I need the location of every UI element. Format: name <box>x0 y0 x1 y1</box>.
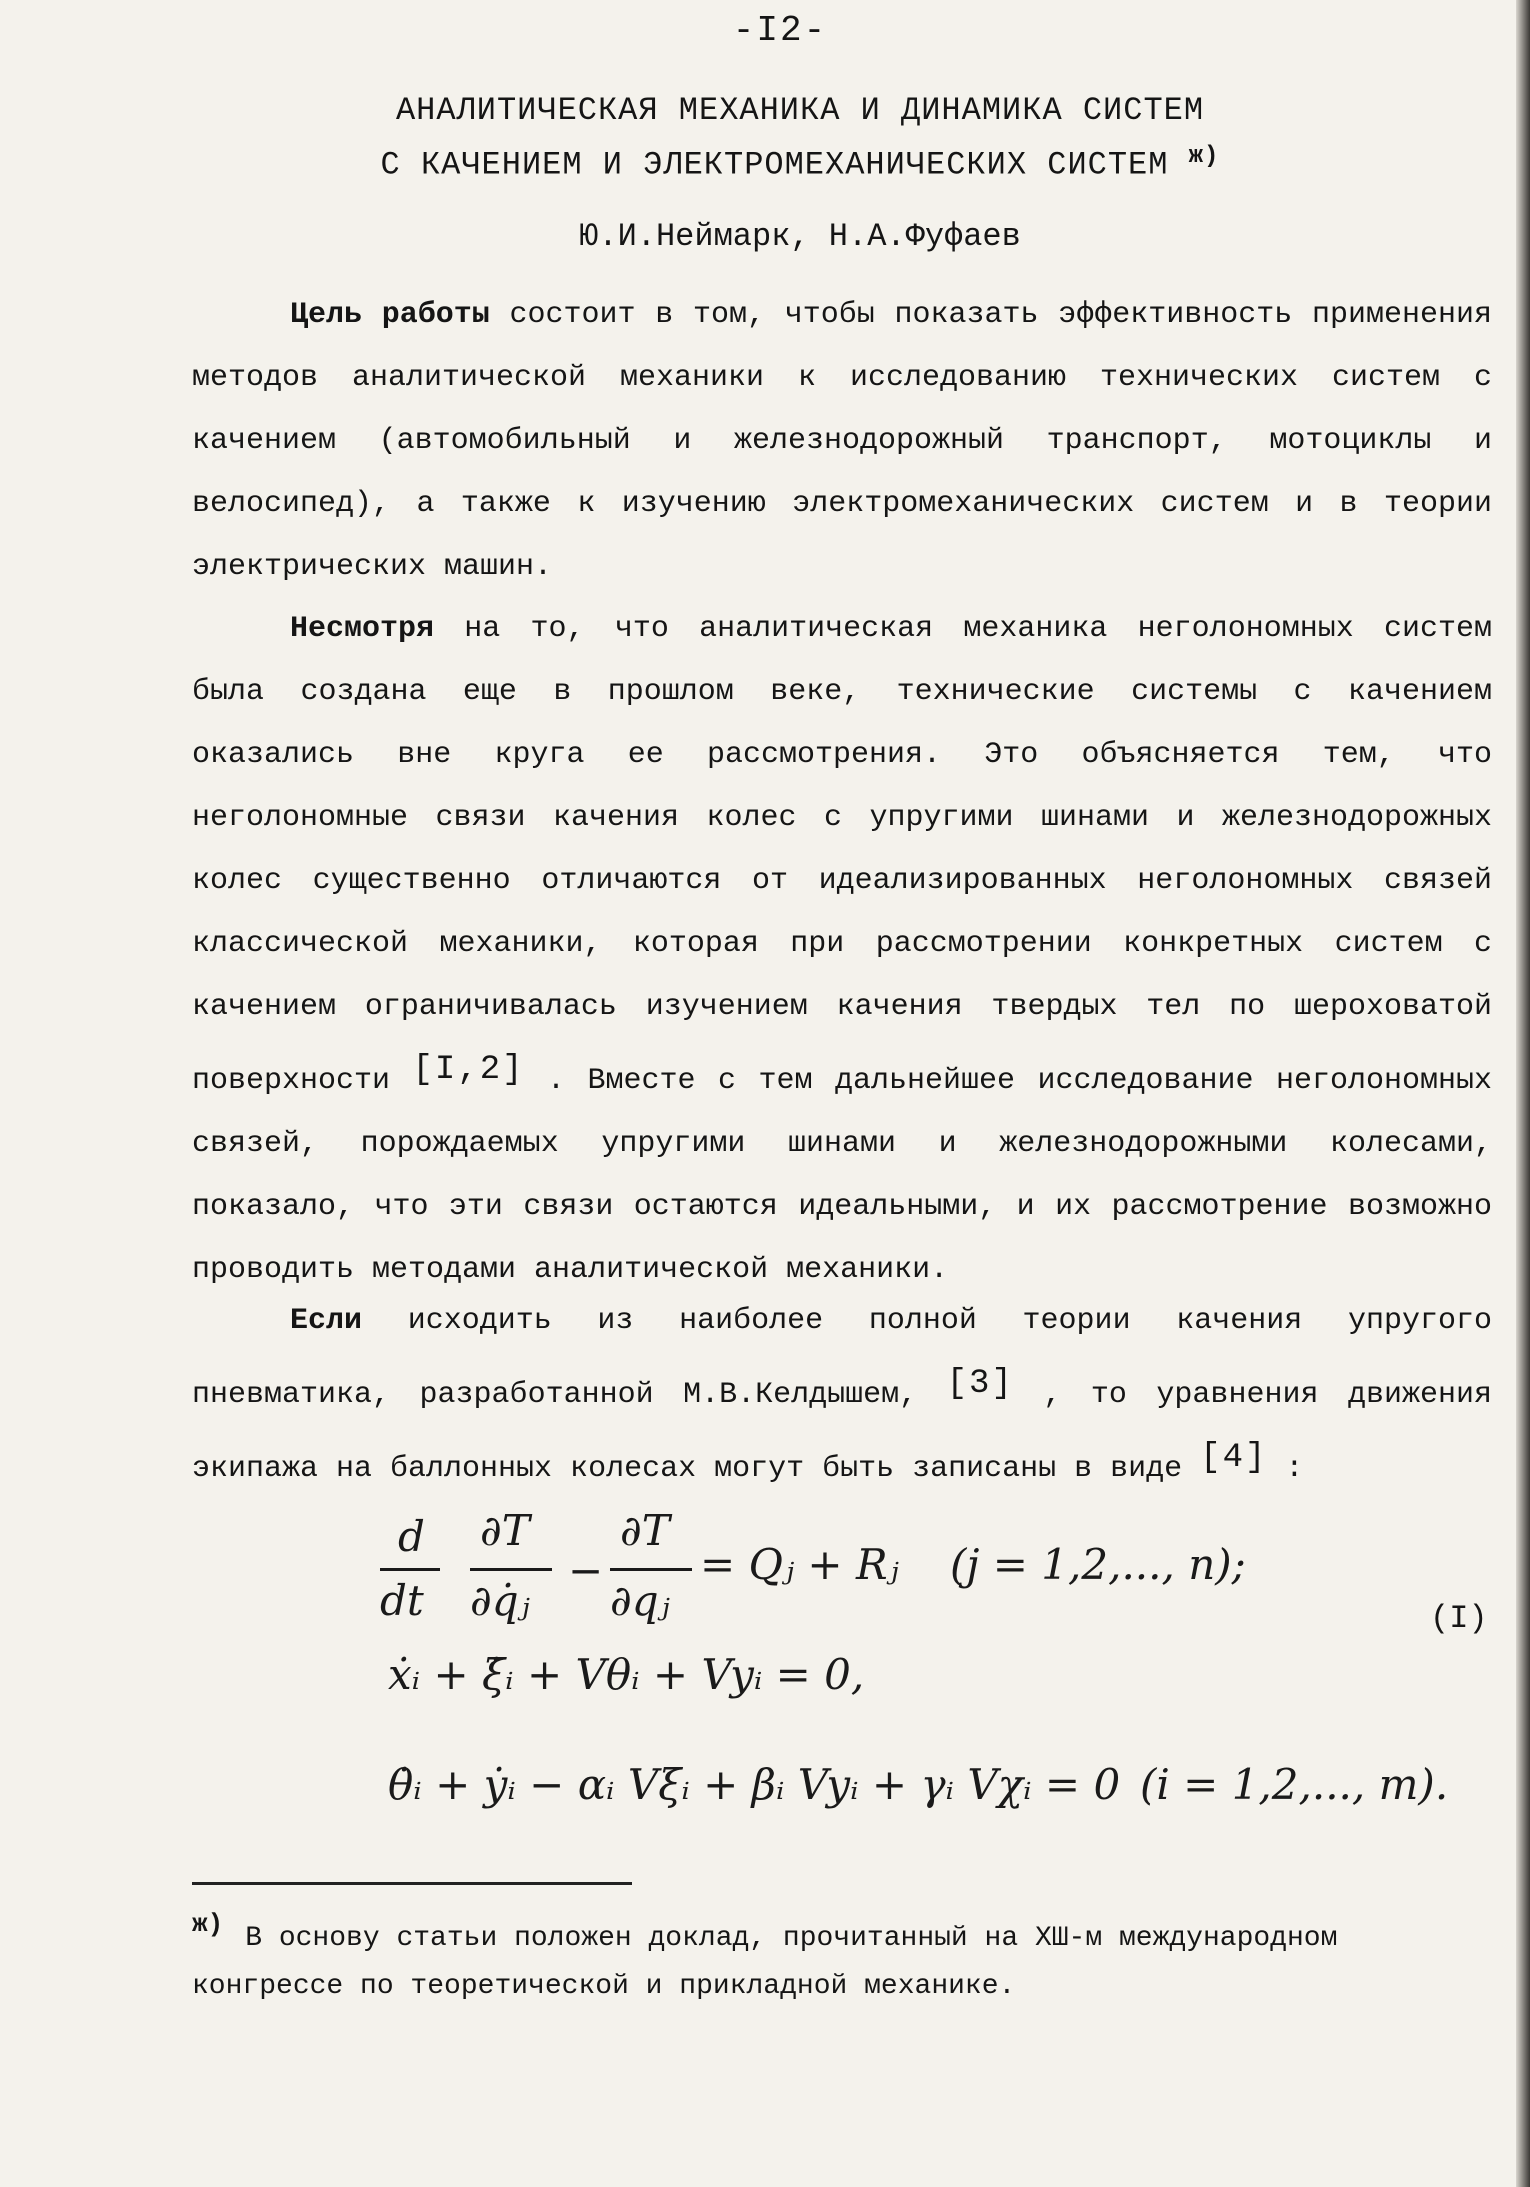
article-title <box>300 88 1300 189</box>
footnote-line-2: конгрессе по теоретической и прикладной механике. <box>192 1971 1016 2002</box>
authors: Ю.И.Неймарк, Н.А.Фуфаев <box>579 218 1021 255</box>
paragraph-2 <box>192 598 1492 1302</box>
title-line-1: АНАЛИТИЧЕСКАЯ МЕХАНИКА И ДИНАМИКА СИСТЕМ <box>395 92 1205 129</box>
paragraph-1-lead: Цель работы <box>290 298 490 332</box>
title-line-2 <box>300 134 1300 189</box>
paragraph-2-lead: Несмотря <box>290 612 435 646</box>
paragraph-3-text-b: , то уравнения движения экипажа на баллонных колесах могут быть записаны в виде <box>192 1378 1492 1486</box>
paragraph-3-text-a: исходить из наиболее полной теории качения упругого пневматика, разработанной М.В.Келдышем, <box>192 1304 1492 1412</box>
eq3-range: (i = 1,2,..., m). <box>1140 1760 1449 1809</box>
citation-1-2: [I,2] <box>412 1051 525 1089</box>
footnote-marker: ж) <box>192 1909 224 1939</box>
page-edge-shadow <box>1516 0 1530 2187</box>
citation-3: [3] <box>946 1365 1014 1403</box>
citation-4: [4] <box>1200 1439 1268 1477</box>
paragraph-1 <box>192 284 1492 599</box>
eq1-fraction-bar-1 <box>380 1568 440 1571</box>
title-footnote-marker: ж) <box>1188 143 1220 170</box>
footnote <box>192 1900 1512 2011</box>
eq1-d: d <box>398 1512 425 1561</box>
title-line-2-text: С КАЧЕНИЕМ И ЭЛЕКТРОМЕХАНИЧЕСКИХ СИСТЕМ <box>380 146 1169 184</box>
paragraph-3-text-c: : <box>1267 1452 1304 1486</box>
eq1-fraction-bar-3 <box>610 1568 692 1571</box>
eq2-text: ẋᵢ + ξ̇ᵢ + Vθᵢ + Vyᵢ = 0, <box>388 1650 865 1699</box>
eq1-minus: − <box>568 1546 604 1595</box>
paragraph-3 <box>192 1290 1492 1501</box>
paragraph-2-text-a: на то, что аналитическая механика неголономных систем была создана еще в прошлом веке, технические системы с качением оказались вне круга ее рассмотрения. Это объясняется тем, что неголономные связи качения колес с упругими шинами и железнодорожных колес существенно отличаются от идеализированных неголономных связей классической механики, которая при рассмотрении конкретных систем с качением ограничивалась изучением качения твердых тел по шероховатой поверхности <box>192 612 1492 1098</box>
eq1-dT-2: ∂T <box>620 1506 670 1555</box>
eq1-dt: dt <box>380 1576 424 1625</box>
eq1-dq: ∂qⱼ <box>610 1576 670 1625</box>
paragraph-1-text: состоит в том, чтобы показать эффективность применения методов аналитической механики к исследованию технических систем с качением (автомобильный и железнодорожный транспорт, мотоциклы и велосипед), а также к изучению электромеханических систем и в теории электрических машин. <box>192 298 1492 584</box>
equation-number: (I) <box>1430 1600 1488 1637</box>
eq1-dqdot: ∂q̇ⱼ <box>470 1576 530 1625</box>
eq1-rhs: = Qⱼ + Rⱼ <box>700 1540 899 1589</box>
eq1-range: (j = 1,2,..., n); <box>950 1540 1246 1589</box>
footnote-line-1: В основу статьи положен доклад, прочитанный на ХШ-м международном <box>245 1923 1338 1954</box>
eq1-dT-1: ∂T <box>480 1506 530 1555</box>
paragraph-3-lead: Если <box>290 1304 363 1338</box>
eq3-text: θ̇ᵢ + ẏᵢ − αᵢ Vξᵢ + βᵢ Vyᵢ + γᵢ Vχᵢ = 0 <box>388 1760 1121 1809</box>
footnote-divider <box>192 1882 632 1885</box>
eq1-fraction-bar-2 <box>470 1568 552 1571</box>
paragraph-2-text-b: . Вместе с тем дальнейшее исследование неголономных связей, порождаемых упругими шинами и железнодорожными колесами, показало, что эти связи остаются идеальными, и их рассмотрение возможно проводить методами аналитической механики. <box>192 1064 1492 1287</box>
page-number: -I2- <box>732 10 828 51</box>
